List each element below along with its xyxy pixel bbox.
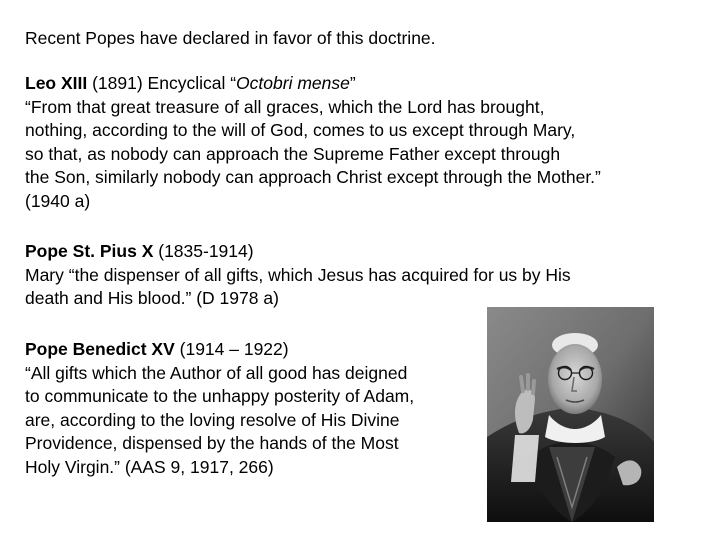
benedict-xv-quote-line: Providence, dispensed by the hands of the Most bbox=[25, 433, 399, 453]
leo-xiii-name: Leo XIII bbox=[25, 73, 88, 93]
pius-x-quote-line: death and His blood.” (D 1978 a) bbox=[25, 288, 279, 308]
pius-x-name: Pope St. Pius X bbox=[25, 241, 154, 261]
pius-x-heading bbox=[25, 240, 571, 264]
leo-xiii-section bbox=[25, 72, 601, 213]
benedict-xv-quote-line: are, according to the loving resolve of His Divine bbox=[25, 409, 400, 430]
intro-text: Recent Popes have declared in favor of this doctrine. bbox=[25, 28, 436, 48]
pope-portrait-photo bbox=[487, 307, 654, 522]
pius-x-section bbox=[25, 240, 571, 311]
leo-xiii-citation: (1940 a) bbox=[25, 190, 91, 211]
leo-xiii-quote-line: “From that great treasure of all graces, which the Lord has brought, bbox=[25, 96, 545, 117]
benedict-xv-citation: Holy Virgin.” (AAS 9, 1917, 266) bbox=[25, 456, 274, 477]
benedict-xv-section bbox=[25, 338, 414, 479]
benedict-xv-quote-line: “All gifts which the Author of all good has deigned bbox=[25, 362, 408, 383]
pius-x-dates: (1835-1914) bbox=[153, 241, 254, 261]
leo-xiii-quote-line: so that, as nobody can approach the Supreme Father except through bbox=[25, 143, 561, 164]
leo-xiii-quote-line: the Son, similarly nobody can approach Christ except through the Mother.” bbox=[25, 167, 601, 187]
leo-xiii-encyclical-title: Octobri mense bbox=[236, 73, 350, 93]
benedict-xv-name: Pope Benedict XV bbox=[25, 339, 175, 359]
leo-xiii-quote-line: nothing, according to the will of God, comes to us except through Mary, bbox=[25, 120, 576, 140]
leo-xiii-heading bbox=[25, 72, 601, 96]
pius-x-quote-line: Mary “the dispenser of all gifts, which Jesus has acquired for us by His bbox=[25, 264, 571, 285]
benedict-xv-dates: (1914 – 1922) bbox=[174, 339, 289, 359]
leo-xiii-close-quote: ” bbox=[349, 73, 356, 93]
leo-xiii-dates: (1891) Encyclical “ bbox=[87, 73, 237, 93]
benedict-xv-heading bbox=[25, 338, 414, 362]
benedict-xv-quote-line: to communicate to the unhappy posterity of Adam, bbox=[25, 386, 415, 406]
